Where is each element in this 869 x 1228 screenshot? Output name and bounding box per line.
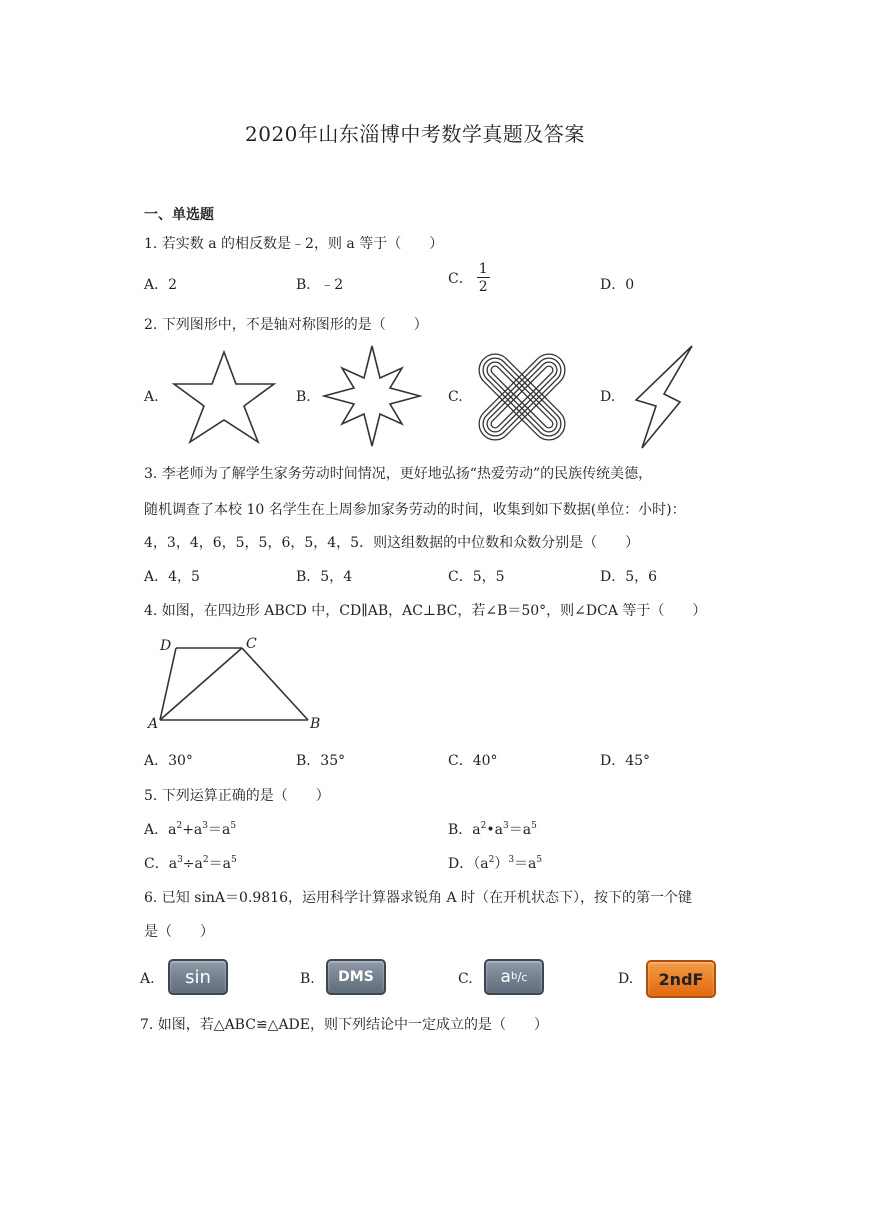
question-6-line-1: 6. 已知 sinA＝0.9816，运用科学计算器求锐角 A 时（在开机状态下），按下的第一个键 [144,890,693,906]
dms-key-icon: DMS [326,959,386,995]
q5-option-c: C．$a^3\div a^2=a^5$ [144,855,237,872]
eight-point-star-figure [322,344,422,448]
q4-option-a: A．30° [144,753,193,769]
question-3-line-3: 4，3，4，6，5，5，6，5，4，5．则这组数据的中位数和众数分别是（ ） [144,535,640,551]
q5-option-b: B．$a^2•a^3=a^5$ [448,821,537,838]
q5-option-a: A．$a^2+a^3=a^5$ [144,821,237,838]
q2-option-a: A. [144,389,159,405]
fraction-key-icon: a b / c [484,959,544,995]
second-function-key-icon: 2ndF [646,960,716,998]
question-5-stem: 5. 下列运算正确的是（ ） [144,788,330,804]
five-point-star-figure [170,350,278,446]
question-7-stem: 7. 如图，若△ABC≌△ADE，则下列结论中一定成立的是（ ） [140,1017,548,1033]
q3-option-d: D．5，6 [600,569,658,585]
q1-option-c-label: C． [448,271,473,287]
q6-option-a: A. [140,971,155,987]
q2-option-c: C. [448,389,463,405]
interlocking-loops-figure [474,348,570,446]
question-1-stem: 1. 若实数 a 的相反数是﹣2，则 a 等于（ ） [144,236,444,252]
question-4-stem: 4. 如图，在四边形 ABCD 中，CD∥AB，AC⊥BC，若∠B＝50°，则∠DCA 等于（ ） [144,603,707,619]
fraction-denominator: 2 [478,279,488,295]
section-heading: 一、单选题 [144,207,214,223]
q6-option-d: D. [618,971,634,987]
lightning-bolt-figure [630,344,700,450]
q1-option-d: D．0 [600,277,635,293]
sin-key-icon: sin [168,959,228,995]
q1-option-c [448,262,490,294]
q4-option-b: B．35° [296,753,346,769]
q5-option-d: D．$(a^2)^3=a^5$ [448,855,543,872]
q2-option-d: D. [600,389,616,405]
page-title: 2020年山东淄博中考数学真题及答案 [245,122,585,146]
q3-option-b: B．5，4 [296,569,353,585]
question-3-line-2: 随机调查了本校 10 名学生在上周参加家务劳动的时间，收集到如下数据(单位：小时)： [144,502,686,518]
question-6-line-2: 是（ ） [144,924,214,940]
q4-option-c: C．40° [448,753,498,769]
q3-option-c: C．5，5 [448,569,505,585]
vertex-label-d: D [160,638,172,654]
vertex-label-b: B [310,716,321,732]
q4-option-d: D．45° [600,753,651,769]
vertex-label-a: A [148,716,159,732]
fraction-numerator: 1 [478,261,488,277]
q2-option-b: B. [296,389,311,405]
q1-option-b: B．﹣2 [296,277,344,293]
q6-option-b: B. [300,971,315,987]
q1-option-a: A．2 [144,277,178,293]
q3-option-a: A．4，5 [144,569,200,585]
q6-option-c: C. [458,971,473,987]
vertex-label-c: C [246,636,257,652]
question-3-line-1: 3. 李老师为了解学生家务劳动时间情况，更好地弘扬“热爱劳动”的民族传统美德， [144,466,653,482]
quadrilateral-abcd-figure [146,634,326,734]
question-2-stem: 2. 下列图形中，不是轴对称图形的是（ ） [144,317,428,333]
fraction-one-half [477,262,490,294]
